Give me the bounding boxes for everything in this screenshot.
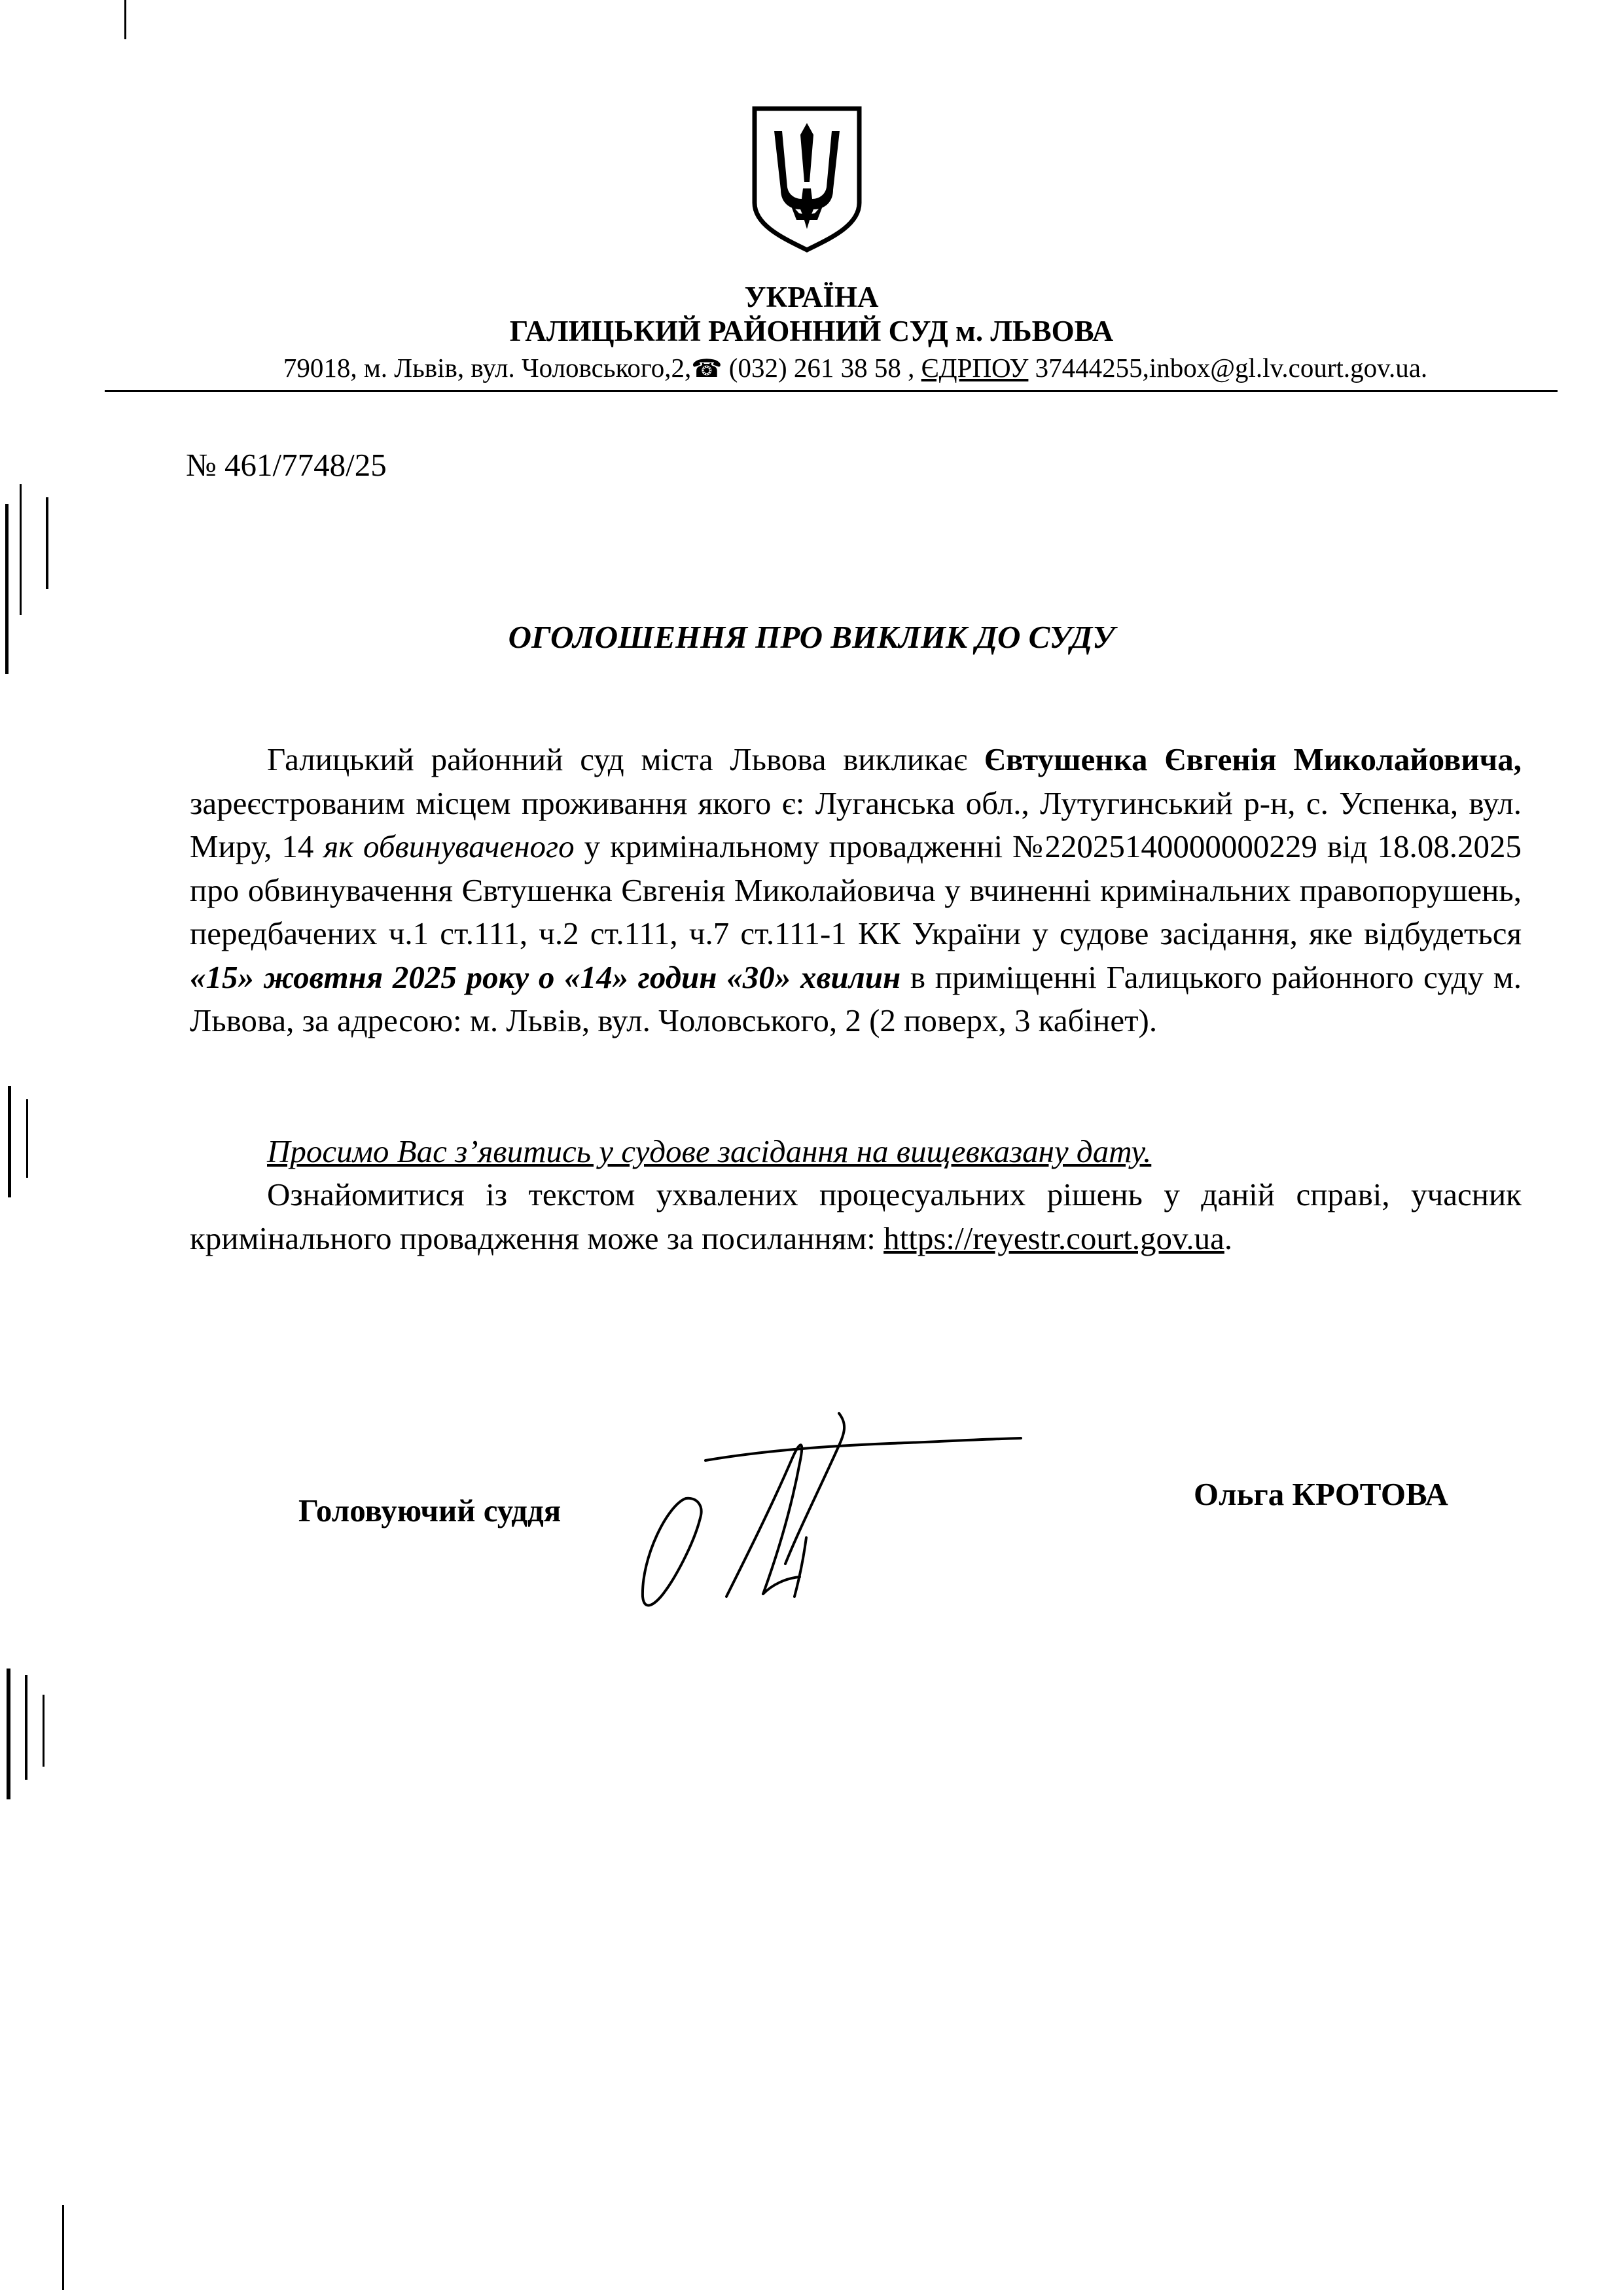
- court-address: [152, 352, 1559, 383]
- country-heading: УКРАЇНА: [744, 281, 879, 313]
- address-text: 79018, м. Львів, вул. Чоловського,2,: [283, 353, 692, 383]
- scan-mark: [8, 1086, 11, 1197]
- coat-of-arms-trident-icon: [751, 105, 863, 254]
- edrpou-and-email: 37444255,inbox@gl.lv.court.gov.ua.: [1028, 353, 1428, 383]
- judge-name: Ольга КРОТОВА: [1194, 1476, 1448, 1512]
- scan-mark: [62, 2205, 64, 2290]
- scan-mark: [46, 497, 48, 589]
- paragraph-text: в приміщенні Галицького районного суду м. Львова, за адресою: м. Львів, вул. Чоловського, 2 (2 поверх, 3 кабінет).: [190, 959, 1522, 1038]
- paragraph-text: Ознайомитися із текстом ухвалених процесуальних рішень у даній справі, учасник кримінального провадження може за посиланням:: [190, 1176, 1522, 1256]
- edrpou-label: ЄДРПОУ: [921, 353, 1029, 383]
- scan-mark: [20, 484, 22, 615]
- paragraph-text: .: [1224, 1220, 1233, 1256]
- scan-mark: [25, 1675, 27, 1780]
- appearance-request: Просимо Вас з’явитись у судове засідання на вищевказану дату.: [267, 1133, 1152, 1169]
- phone-number: (032) 261 38 58 ,: [722, 353, 921, 383]
- hearing-datetime: «15» жовтня 2025 року о «14» годин «30» хвилин: [190, 959, 901, 995]
- scan-mark: [7, 1669, 10, 1799]
- paragraph-text: Галицький районний суд міста Львова викликає: [267, 741, 984, 777]
- case-number: № 461/7748/25: [186, 447, 387, 483]
- defendant-name: Євтушенка Євгенія Миколайовича,: [984, 741, 1522, 777]
- document-title: ОГОЛОШЕННЯ ПРО ВИКЛИК ДО СУДУ: [508, 619, 1115, 655]
- registry-link[interactable]: https://reyestr.court.gov.ua: [883, 1220, 1224, 1256]
- paragraph-text: у кримінальному провадженні №22025140000000229 від 18.08.2025 про обвинувачення Євтушенка Євгенія Миколайовича у вчиненні кримінальних правопорушень, передбачених ч.1 ст.111, ч.2 ст.111, ч.7 ст.111-1 КК України у судове засідання, яке відбудеться: [190, 828, 1522, 951]
- scan-mark: [26, 1099, 28, 1178]
- signature-title: Головуючий суддя: [298, 1492, 562, 1528]
- court-name: ГАЛИЦЬКИЙ РАЙОННИЙ СУД м. ЛЬВОВА: [509, 315, 1114, 347]
- handwritten-signature: [628, 1400, 1047, 1616]
- registry-paragraph: [190, 1173, 1522, 1260]
- phone-icon: ☎: [691, 355, 722, 383]
- paragraph-text: зареєстрованим місцем проживання якого є: Луганська обл., Лутугинський р-н, с. Успенка, вул. Миру, 14: [190, 785, 1522, 864]
- scan-mark: [124, 0, 126, 39]
- header-divider: [105, 390, 1558, 392]
- defendant-role: як обвинуваченого: [323, 828, 575, 864]
- summons-paragraph: [190, 738, 1522, 1043]
- scan-mark: [43, 1695, 45, 1767]
